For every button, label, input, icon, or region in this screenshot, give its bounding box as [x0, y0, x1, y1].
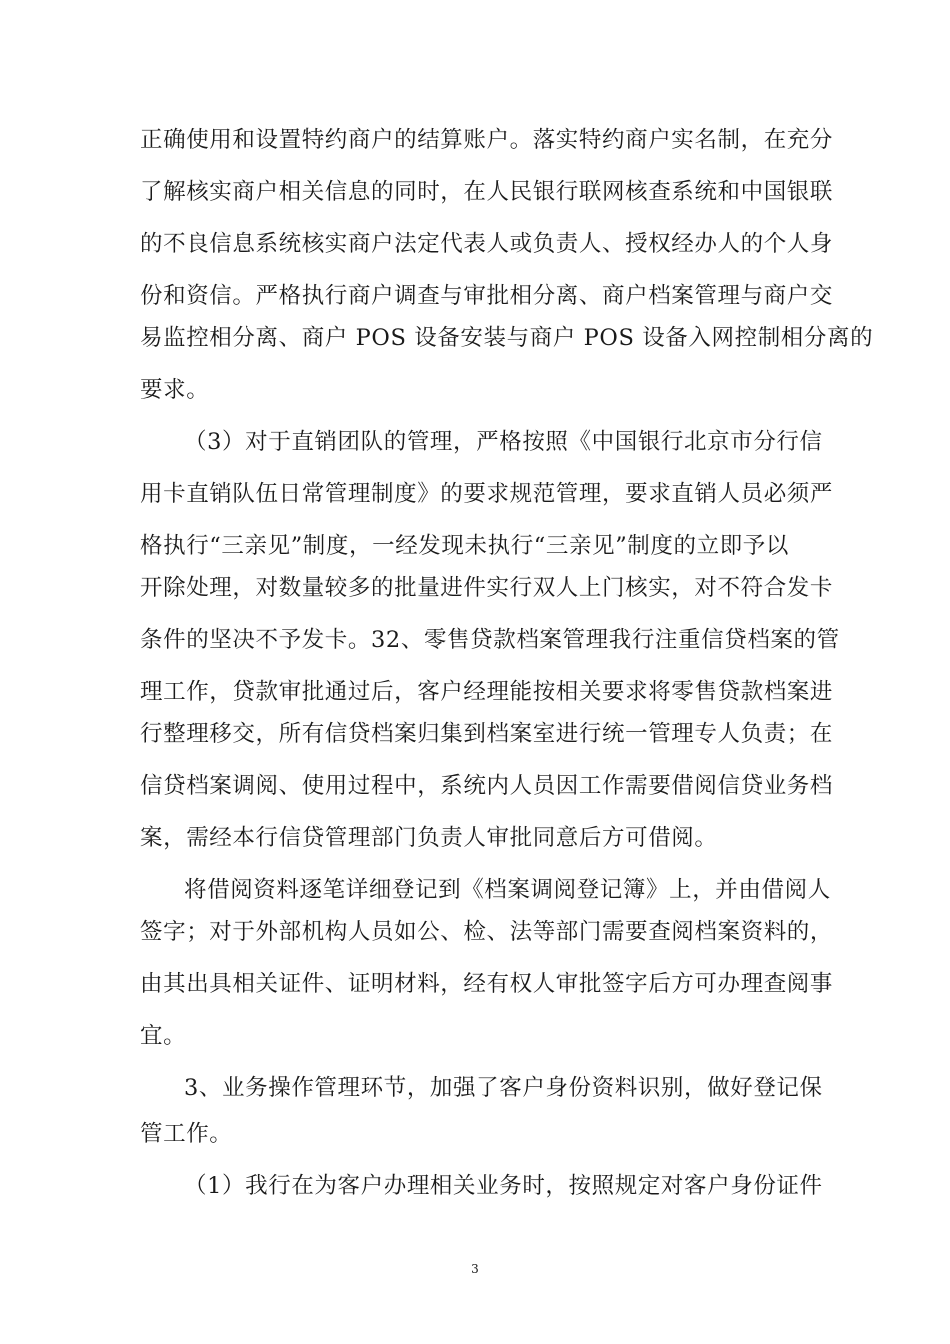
text-line: 条件的坚决不予发卡。32、零售贷款档案管理我行注重信贷档案的管	[140, 627, 840, 653]
paragraph-first-line: 3、业务操作管理环节，加强了客户身份资料识别，做好登记保	[184, 1075, 823, 1101]
text-line: 宜。	[140, 1023, 187, 1049]
text-line: 要求。	[140, 377, 210, 403]
text-line: 格执行“三亲见”制度，一经发现未执行“三亲见”制度的立即予以	[140, 533, 790, 559]
text-line: 管工作。	[140, 1121, 233, 1147]
paragraph-first-line: （3）对于直销团队的管理，严格按照《中国银行北京市分行信	[184, 429, 823, 455]
text-line: 理工作，贷款审批通过后，客户经理能按相关要求将零售贷款档案进	[140, 679, 834, 705]
text-line: 签字；对于外部机构人员如公、检、法等部门需要查阅档案资料的，	[140, 919, 834, 945]
text-line: 易监控相分离、商户 POS 设备安装与商户 POS 设备入网控制相分离的	[140, 325, 874, 351]
text-line: 的不良信息系统核实商户法定代表人或负责人、授权经办人的个人身	[140, 231, 834, 257]
paragraph-first-line: （1）我行在为客户办理相关业务时，按照规定对客户身份证件	[184, 1173, 823, 1199]
text-line: 行整理移交，所有信贷档案归集到档案室进行统一管理专人负责；在	[140, 721, 834, 747]
text-line: 由其出具相关证件、证明材料，经有权人审批签字后方可办理查阅事	[140, 971, 834, 997]
text-line: 开除处理，对数量较多的批量进件实行双人上门核实，对不符合发卡	[140, 575, 834, 601]
text-line: 信贷档案调阅、使用过程中，系统内人员因工作需要借阅信贷业务档	[140, 773, 834, 799]
text-line: 份和资信。严格执行商户调查与审批相分离、商户档案管理与商户交	[140, 283, 834, 309]
text-line: 正确使用和设置特约商户的结算账户。落实特约商户实名制，在充分	[140, 127, 834, 153]
page-number: 3	[471, 1262, 479, 1276]
paragraph-first-line: 将借阅资料逐笔详细登记到《档案调阅登记簿》上，并由借阅人	[184, 877, 831, 903]
text-line: 用卡直销队伍日常管理制度》的要求规范管理，要求直销人员必须严	[140, 481, 834, 507]
text-line: 了解核实商户相关信息的同时，在人民银行联网核查系统和中国银联	[140, 179, 834, 205]
text-line: 案，需经本行信贷管理部门负责人审批同意后方可借阅。	[140, 825, 718, 851]
